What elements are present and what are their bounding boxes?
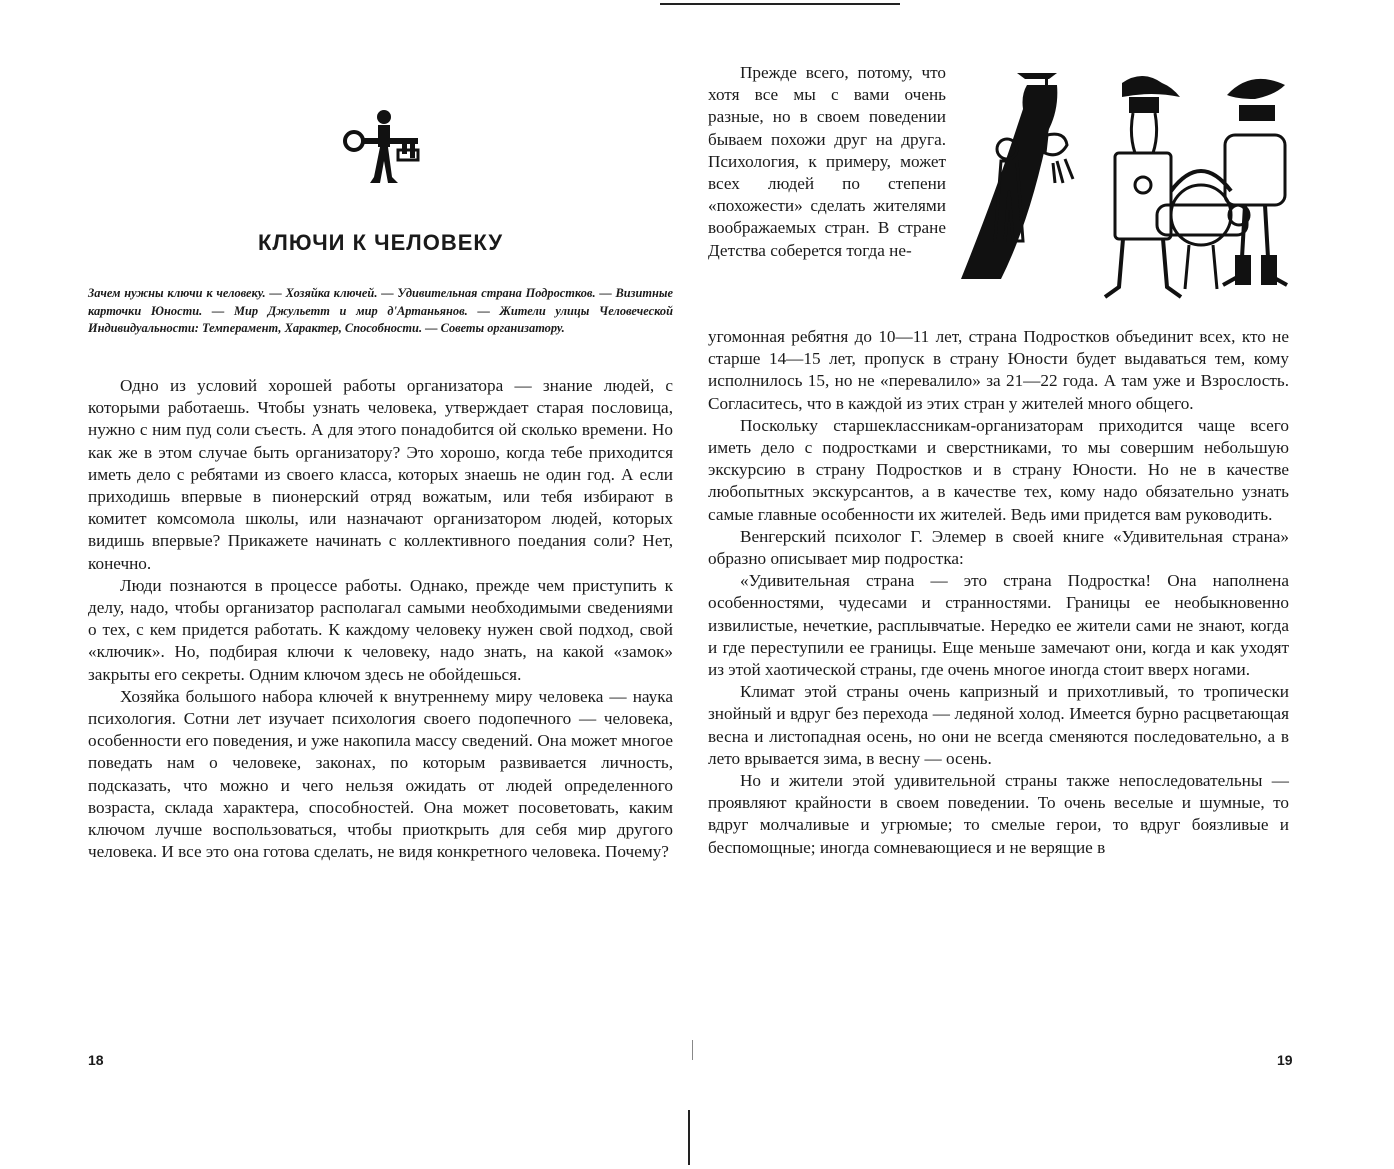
paragraph: Поскольку старшеклассникам-организаторам приходится чаще всего иметь дело с подростками и сверстниками, то мы совершим небольшую экскурсию в страну Подростков и в страну Юности. Но не в качестве любопытных экскурсантов, а в качестве тех, кому надо обязательно узнать самые главные особенности их жителей. Ведь ими придется вам руководить.: [708, 415, 1289, 524]
key-figure-icon: [340, 105, 425, 190]
right-body-text: [708, 326, 1289, 859]
chapter-title: КЛЮЧИ К ЧЕЛОВЕКУ: [257, 230, 504, 255]
paragraph: Климат этой страны очень капризный и прихотливый, то тропически знойный и вдруг без перехода — ледяной холод. Имеется бурно расцветающая весна и листопадная осень, но они не всегда сменяются последовательно, а в лето врывается зима, в весну — осень.: [708, 682, 1289, 768]
key-characters-illustration: [957, 65, 1295, 305]
page-number-left: 18: [88, 1052, 104, 1068]
paragraph: Венгерский психолог Г. Элемер в своей книге «Удивительная страна» образно описывает мир подростка:: [708, 526, 1289, 569]
paragraph: угомонная ребятня до 10—11 лет, страна Подростков объединит всех, кто не старше 14—15 лет, пропуск в страну Юности будет выдаваться тем, кому исполнилось 15, но не «перевалило» за 21—22 года. А там уже и Взрослость. Согласитесь, что в каждой из этих стран у жителей много общего.: [708, 327, 1289, 413]
paragraph: «Удивительная страна — это страна Подростка! Она наполнена особенностями, чудесами и странностями. Границы ее необыкновенно извилистые, нечеткие, расплывчатые. Нередко ее жители сами не знают, когда и где переступили ее границы. Еще меньше замечают они, когда и как уходят из этой хаотической страны, где очень многое иногда стоит вверх ногами.: [708, 571, 1289, 680]
paragraph: Но и жители этой удивительной страны также непоследовательны — проявляют крайности в своем поведении. То очень веселые и шумные, то вдруг молчаливые и угрюмые; то смелые герои, то вдруг боязливые и беспомощные; иногда сомневающиеся и не верящие в: [708, 771, 1289, 857]
paragraph: Прежде всего, потому, что хотя все мы с вами очень разные, но в своем поведении бываем похожи друг на друга. Психология, к примеру, может всех людей по степени «похожести» сделать жителями воображаемых стран. В стране Детства соберется тогда не-: [708, 63, 946, 260]
wrap-text-block: [708, 62, 946, 262]
paragraph: Люди познаются в процессе работы. Однако, прежде чем приступить к делу, надо, чтобы организатор располагал самыми необходимыми сведениями о тех, с кем придется работать. К каждому человеку нужен свой подход, свой «ключик». Но, подбирая ключи к человеку, надо знать, на какой «замок» закрыты его секреты. Одним ключом здесь не обойдешься.: [88, 575, 673, 684]
paragraph: Одно из условий хорошей работы организатора — знание людей, с которыми работаешь. Чтобы узнать человека, утверждает старая пословица, нужно с ним пуд соли съесть. А для этого понадобится ой сколько времени. Но как же в этом случае быть организатору? Это хорошо, когда тебе приходится иметь дело с ребятами из своего класса, которых знаешь не один год. А если приходишь впервые в пионерский отряд вожатым, или тебя избирают в комитет комсомола школы, или назначают организатором людей, которых видишь впервые? Прикажете начинать с коллективного поедания соли? Нет, конечно.: [88, 376, 673, 573]
paragraph: Хозяйка большого набора ключей к внутреннему миру человека — наука психология. Сотни лет изучает психология своего подопечного — человека, особенности его поведения, и уже накопила массу сведений. Она может многое поведать нам о человеке, законах, по которым развивается личность, подсказать, что можно и чего нельзя ожидать от людей определенного возраста, склада характера, способностей. Она может посоветовать, каким ключом лучше воспользоваться, чтобы приоткрыть для себя мир другого человека. И все это она готова сделать, не видя конкретного человека. Почему?: [88, 686, 673, 862]
chapter-subtitle: Зачем нужны ключи к человеку. — Хозяйка ключей. — Удивительная страна Подростков. — Визитные карточки Юности. — Мир Джульетт и мир д'Артаньянов. — Жители улицы Человеческой Индивидуальности: Темперамент, Характер, Способности. — Советы организатору.: [88, 286, 673, 335]
left-body-text: [88, 375, 673, 863]
page-number-right: 19: [1277, 1052, 1293, 1068]
